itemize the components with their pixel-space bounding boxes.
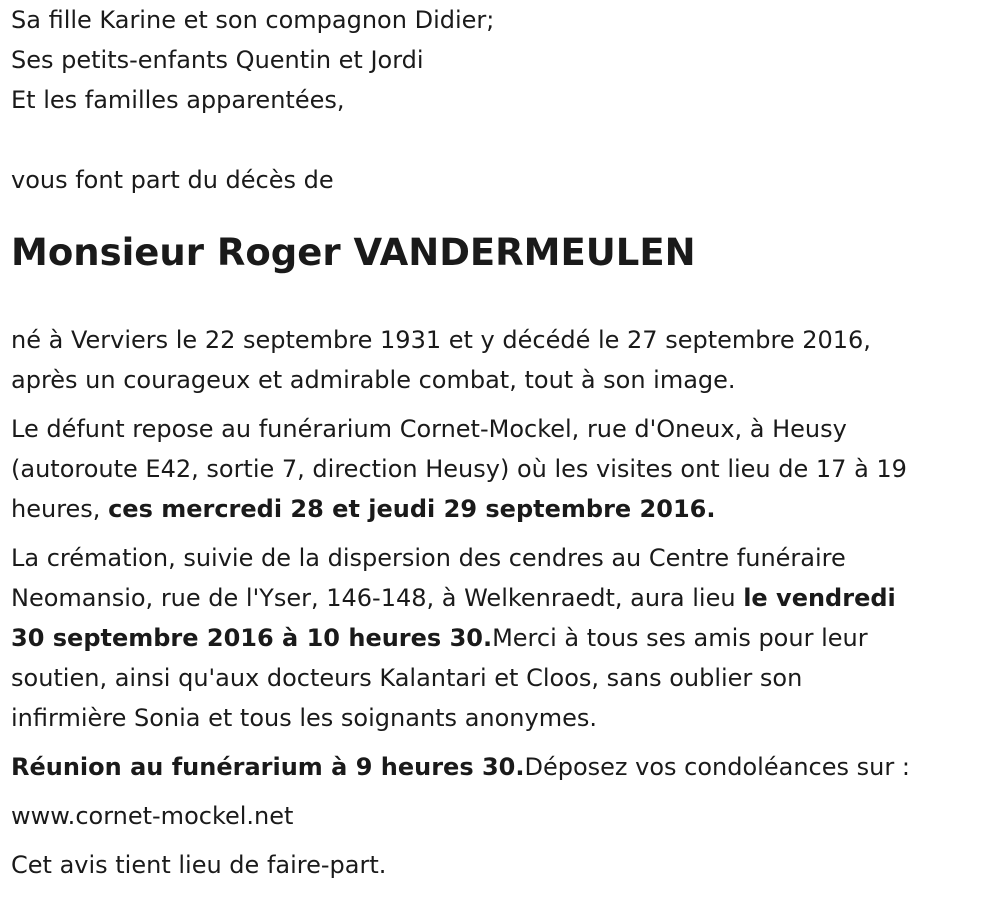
meeting-paragraph xyxy=(11,747,996,787)
family-line-grandchildren: Ses petits-enfants Quentin et Jordi xyxy=(11,46,424,74)
visitation-paragraph xyxy=(11,409,996,529)
meeting-line xyxy=(11,747,996,787)
visitation-line-3-text: heures, xyxy=(11,495,109,523)
deceased-name: Monsieur Roger VANDERMEULEN xyxy=(11,231,696,274)
birth-death-line-1: né à Verviers le 22 septembre 1931 et y décédé le 27 septembre 2016, xyxy=(11,326,871,354)
closing-text: Cet avis tient lieu de faire-part. xyxy=(11,851,387,879)
cremation-line-2 xyxy=(11,578,996,618)
announcement-text: vous font part du décès de xyxy=(11,166,334,194)
cremation-line-2-text: Neomansio, rue de l'Yser, 146-148, à Welkenraedt, aura lieu xyxy=(11,584,744,612)
cremation-date-time: 30 septembre 2016 à 10 heures 30. xyxy=(11,624,493,652)
website-paragraph xyxy=(11,796,996,836)
cremation-line-3-text: Merci à tous ses amis pour leur xyxy=(492,624,868,652)
cremation-line-3 xyxy=(11,618,996,658)
birth-death-line-2: après un courageux et admirable combat, tout à son image. xyxy=(11,366,736,394)
cremation-paragraph xyxy=(11,538,996,738)
family-line-relatives: Et les familles apparentées, xyxy=(11,86,345,114)
closing-paragraph xyxy=(11,845,996,885)
meeting-info: Réunion au funérarium à 9 heures 30. xyxy=(11,753,525,781)
cremation-line-5: infirmière Sonia et tous les soignants anonymes. xyxy=(11,704,597,732)
obituary-notice xyxy=(11,0,996,885)
visitation-line-1: Le défunt repose au funérarium Cornet-Mockel, rue d'Oneux, à Heusy xyxy=(11,415,847,443)
website-link[interactable]: www.cornet-mockel.net xyxy=(11,802,294,830)
condolences-text: Déposez vos condoléances sur : xyxy=(524,753,910,781)
visitation-line-3 xyxy=(11,489,996,529)
birth-death-paragraph xyxy=(11,320,996,400)
cremation-line-4: soutien, ainsi qu'aux docteurs Kalantari et Cloos, sans oublier son xyxy=(11,664,803,692)
cremation-day: le vendredi xyxy=(743,584,896,612)
cremation-line-1: La crémation, suivie de la dispersion des cendres au Centre funéraire xyxy=(11,544,846,572)
visitation-dates: ces mercredi 28 et jeudi 29 septembre 2016. xyxy=(108,495,716,523)
visitation-line-2: (autoroute E42, sortie 7, direction Heusy) où les visites ont lieu de 17 à 19 xyxy=(11,455,907,483)
family-list xyxy=(11,0,996,120)
family-line-daughter: Sa fille Karine et son compagnon Didier; xyxy=(11,6,495,34)
